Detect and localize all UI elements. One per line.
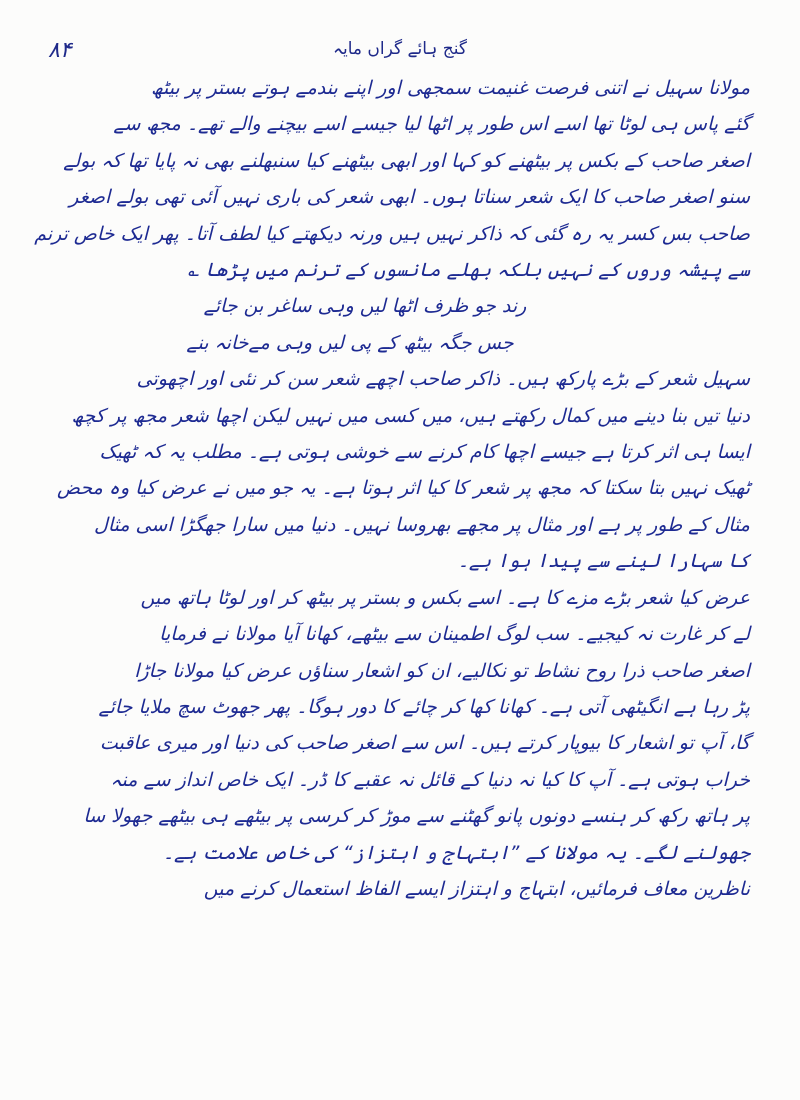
text-line: دنیا تیں بنا دینے میں کمال رکھتے ہیں، میں کسی میں نہیں لیکن اچھا شعر مجھ پر کچھ — [71, 404, 750, 427]
text-line: سنو اصغر صاحب کا ایک شعر سناتا ہوں۔ ابھی شعر کی باری نہیں آئی تھی بولے اصغر — [69, 186, 750, 209]
verse-line: رند جو ظرف اٹھا لیں وہی ساغر بن جائے — [203, 295, 527, 318]
text-line: سے پیشہ وروں کے نہیں بلکہ بھلے مانسوں کے ترنم میں پڑھا ؎ — [187, 259, 750, 282]
text-line: جھولنے لگے۔ یہ مولانا کے ”ابتہاج و اہتزاز“ کی خاص علامت ہے۔ — [162, 841, 750, 864]
verse-line: جس جگہ بیٹھ کے پی لیں وہی مےخانہ بنے — [186, 331, 514, 354]
text-line: گئے پاس ہی لوٹا تھا اسے اس طور پر اٹھا لیا جیسے اسے بیچنے والے تھے۔ مجھ سے — [113, 113, 750, 136]
text-line: صاحب بس کسر یہ رہ گئی کہ ذاکر نہیں ہیں ورنہ دیکھتے کیا لطف آتا۔ پھر ایک خاص ترنم — [34, 222, 750, 245]
running-title: گنج ہائے گراں مایہ — [333, 39, 467, 59]
page-header — [0, 38, 800, 68]
text-line: عرض کیا شعر بڑے مزے کا ہے۔ اسے بکس و بستر پر بیٹھ کر اور لوٹا ہاتھ میں — [140, 586, 750, 609]
text-line: لے کر غارت نہ کیجیے۔ سب لوگ اطمینان سے بیٹھے، کھانا آیا مولانا نے فرمایا — [159, 623, 750, 646]
text-line: اصغر صاحب کے بکس پر بیٹھنے کو کہا اور ابھی بیٹھنے کیا سنبھلنے بھی نہ پایا تھا کہ بولے — [63, 149, 750, 172]
body-text — [34, 70, 750, 907]
text-line: مثال کے طور پر ہے اور مثال پر مجھے بھروسا نہیں۔ دنیا میں سارا جھگڑا اسی مثال — [94, 513, 750, 536]
text-line: ٹھیک نہیں بتا سکتا کہ مجھ پر شعر کا کیا اثر ہوتا ہے۔ یہ جو میں نے عرض کیا وہ محض — [57, 477, 750, 500]
text-line: خراب ہوتی ہے۔ آپ کا کیا نہ دنیا کے قائل نہ عقبے کا ڈر۔ ایک خاص انداز سے منہ — [110, 768, 750, 791]
text-line: مولانا سہیل نے اتنی فرصت غنیمت سمجھی اور اپنے بندمے ہوتے بستر پر بیٹھ — [150, 77, 750, 99]
text-line: کا سہارا لینے سے پیدا ہوا ہے۔ — [457, 550, 750, 573]
text-line: اصغر صاحب ذرا روح نشاط تو نکالیے، ان کو اشعار سناؤں عرض کیا مولانا جاڑا — [134, 659, 750, 682]
text-line: پر ہاتھ رکھ کر ہنسے دونوں پانو گھٹنے سے موڑ کر کرسی پر بیٹھے ہی بیٹھے جھولا سا — [83, 805, 750, 828]
text-line: پڑ رہا ہے انگیٹھی آتی ہے۔ کھانا کھا کر چائے کا دور ہوگا۔ پھر جھوٹ سچ ملایا جائے — [98, 695, 750, 718]
text-line: ایسا ہی اثر کرتا ہے جیسے اچھا کام کرنے سے خوشی ہوتی ہے۔ مطلب یہ کہ ٹھیک — [99, 441, 750, 464]
text-line: گا، آپ تو اشعار کا بیوپار کرتے ہیں۔ اس سے اصغر صاحب کی دنیا اور میری عاقبت — [99, 732, 750, 755]
page-number: ۸۴ — [48, 38, 72, 63]
text-line: سہیل شعر کے بڑے پارکھ ہیں۔ ذاکر صاحب اچھے شعر سن کر نئی اور اچھوتی — [136, 368, 750, 391]
text-line: ناظرین معاف فرمائیں، ابتہاج و اہتزاز ایسے الفاظ استعمال کرنے میں — [203, 877, 750, 900]
